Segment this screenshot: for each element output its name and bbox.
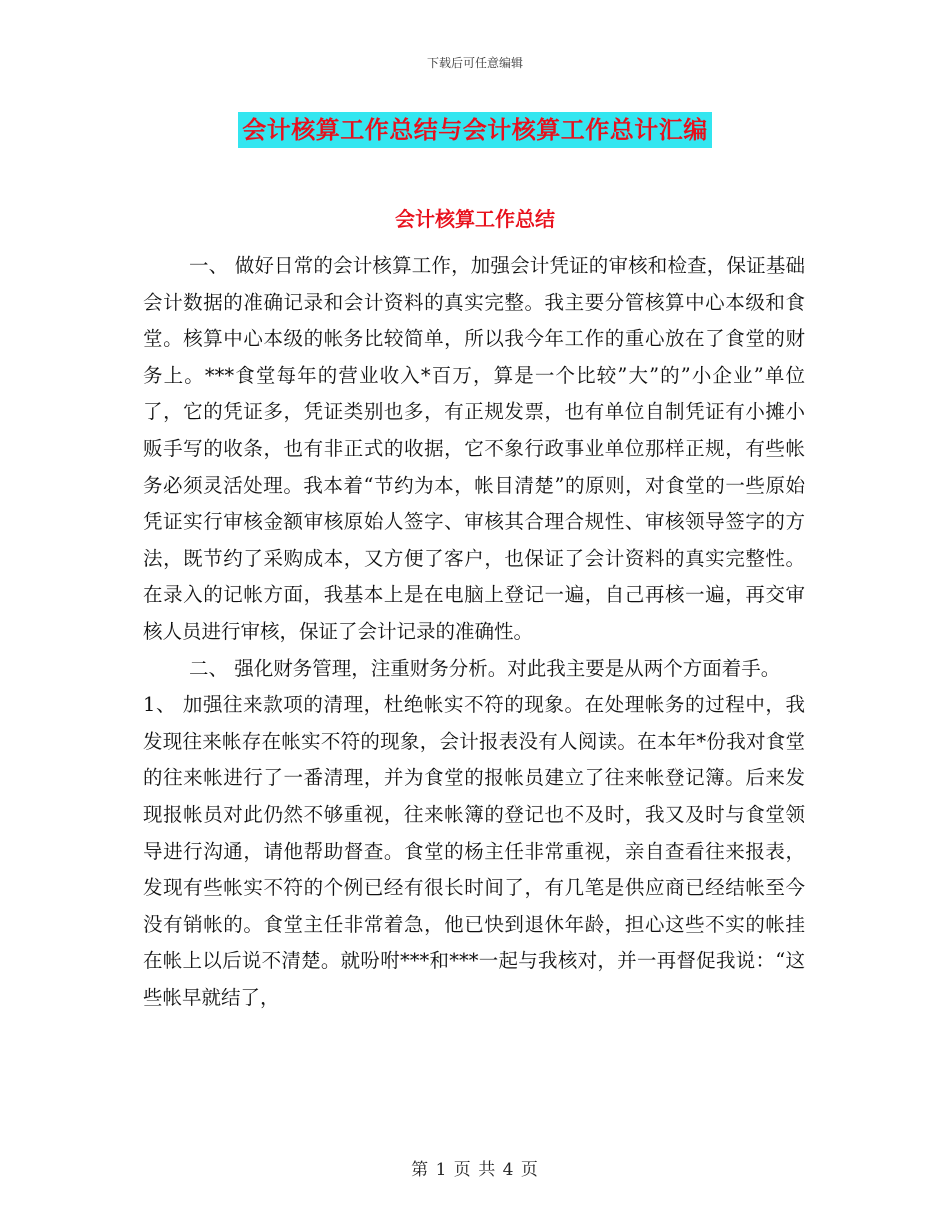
section-title: 会计核算工作总结 [395, 207, 555, 231]
document-title: 会计核算工作总结与会计核算工作总计汇编 [238, 112, 712, 148]
paragraph-2: 二、 强化财务管理，注重财务分析。对此我主要是从两个方面着手。 [189, 656, 781, 680]
document-body [143, 248, 805, 1016]
paragraph-1: 一、 做好日常的会计核算工作，加强会计凭证的审核和检查，保证基础会计数据的准确记录和会计资料的真实完整。我主要分管核算中心本级和食堂。核算中心本级的帐务比较简单，所以我今年工作的重心放在了食堂的财务上。***食堂每年的营业收入*百万，算是一个比较”大”的”小企业”单位了，它的凭证多，凭证类别也多，有正规发票，也有单位自制凭证有小摊小贩手写的收条，也有非正式的收据，它不象行政事业单位那样正规，有些帐务必须灵活处理。我本着“节约为本，帐目清楚”的原则，对食堂的一些原始凭证实行审核金额审核原始人签字、审核其合理合规性、审核领导签字的方法，既节约了采购成本，又方便了客户，也保证了会计资料的真实完整性。在录入的记帐方面，我基本上是在电脑上登记一遍，自己再核一遍，再交审核人员进行审核，保证了会计记录的准确性。 [143, 254, 805, 643]
paragraph-3: 1、 加强往来款项的清理，杜绝帐实不符的现象。在处理帐务的过程中，我发现往来帐存在帐实不符的现象，会计报表没有人阅读。在本年*份我对食堂的往来帐进行了一番清理，并为食堂的报帐员建立了往来帐登记簿。后来发现报帐员对此仍然不够重视，往来帐簿的登记也不及时，我又及时与食堂领导进行沟通，请他帮助督查。食堂的杨主任非常重视，亲自查看往来报表，发现有些帐实不符的个例已经有很长时间了，有几笔是供应商已经结帐至今没有销帐的。食堂主任非常着急，他已快到退休年龄，担心这些不实的帐挂在帐上以后说不清楚。就吩咐***和***一起与我核对，并一再督促我说：“这些帐早就结了， [143, 693, 805, 1009]
document-title-wrapper [0, 112, 950, 148]
page-number: 第 1 页 共 4 页 [411, 1160, 539, 1180]
header-note: 下载后可任意编辑 [426, 56, 523, 70]
